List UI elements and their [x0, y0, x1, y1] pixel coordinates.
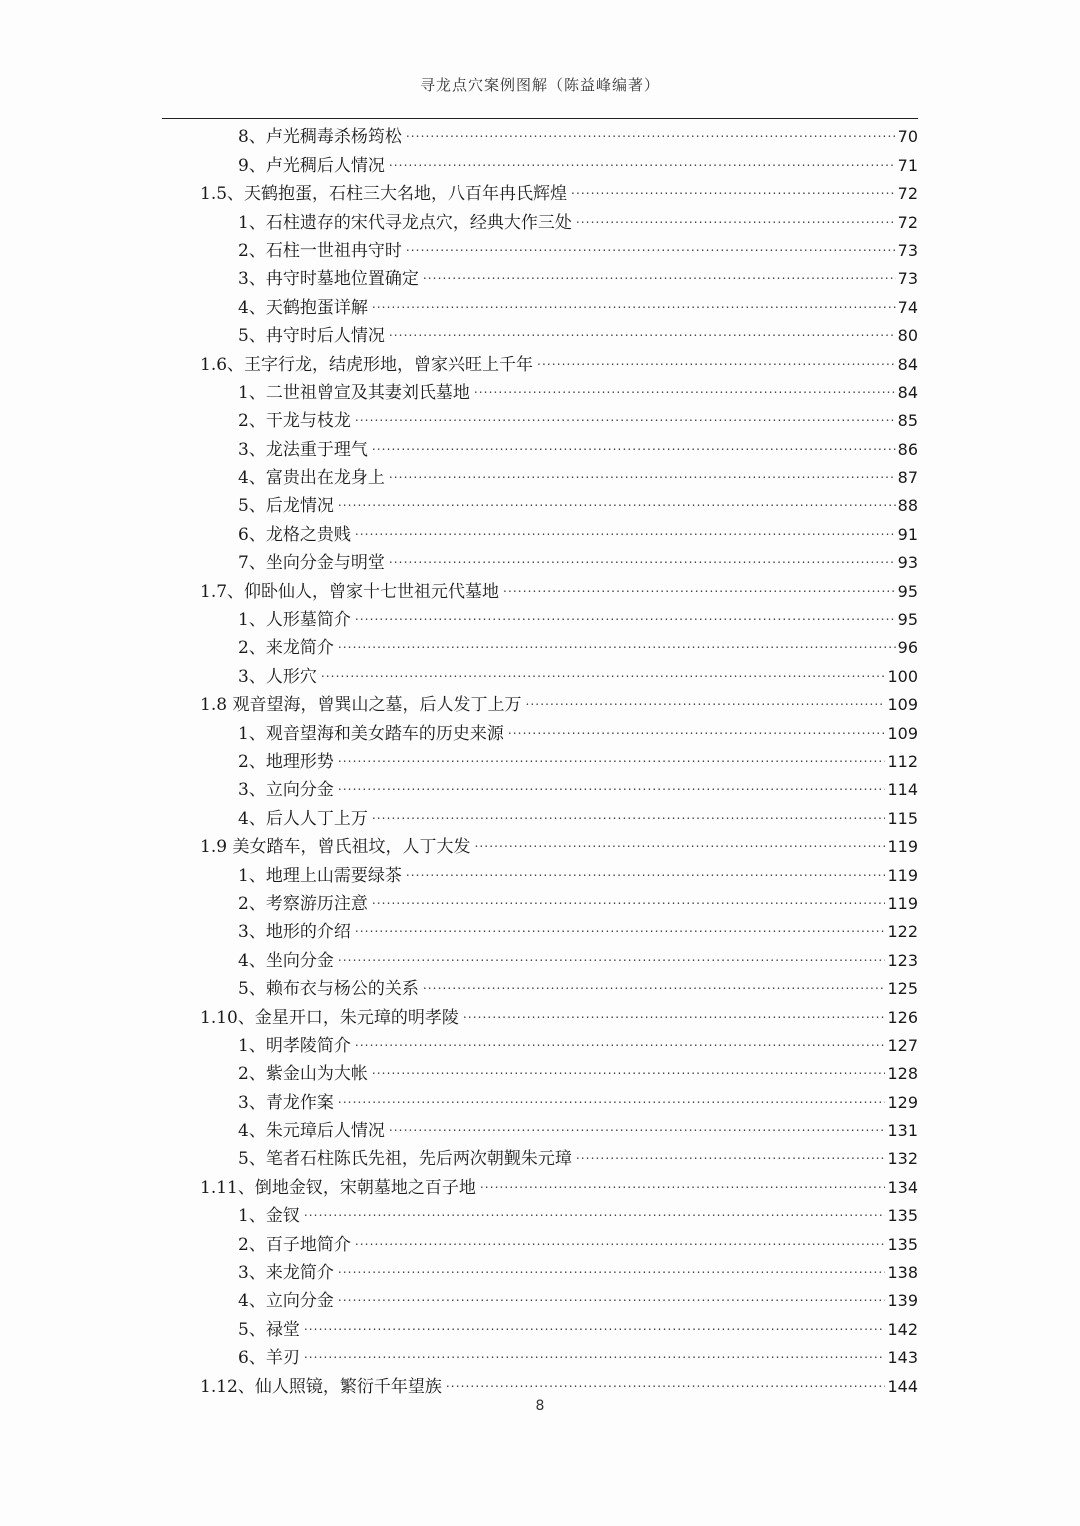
toc-section-entry[interactable] [200, 1000, 918, 1028]
toc-subsection-entry[interactable] [200, 1057, 918, 1085]
toc-dot-leader [389, 153, 896, 175]
toc-entry-label: 3、地形的介绍 [238, 922, 351, 943]
toc-entry-page-number: 123 [887, 950, 918, 970]
toc-dot-leader [474, 380, 896, 402]
toc-dot-leader [372, 1061, 886, 1083]
toc-dot-leader [503, 579, 896, 601]
toc-dot-leader [372, 891, 886, 913]
toc-entry-label: 1.7、仰卧仙人，曾家十七世祖元代墓地 [200, 581, 500, 602]
toc-entry-label: 1、地理上山需要绿茶 [238, 865, 402, 886]
toc-dot-leader [338, 948, 886, 970]
toc-subsection-entry[interactable] [200, 773, 918, 801]
toc-subsection-entry[interactable] [200, 262, 918, 290]
toc-dot-leader [576, 210, 896, 232]
toc-dot-leader [355, 919, 886, 941]
toc-dot-leader [406, 238, 896, 260]
toc-entry-page-number: 144 [887, 1376, 918, 1396]
toc-entry-label: 2、干龙与枝龙 [238, 411, 351, 432]
toc-entry-label: 4、天鹤抱蛋详解 [238, 297, 368, 318]
toc-dot-leader [338, 1260, 886, 1282]
toc-dot-leader [406, 863, 886, 885]
toc-subsection-entry[interactable] [200, 603, 918, 631]
toc-subsection-entry[interactable] [200, 404, 918, 432]
toc-subsection-entry[interactable] [200, 1256, 918, 1284]
toc-dot-leader [338, 777, 886, 799]
toc-dot-leader [355, 1232, 886, 1254]
toc-entry-label: 1.9 美女踏车，曾氏祖坟，人丁大发 [200, 837, 471, 858]
toc-subsection-entry[interactable] [200, 1312, 918, 1340]
toc-entry-page-number: 132 [887, 1149, 918, 1169]
toc-entry-page-number: 119 [887, 865, 918, 885]
toc-entry-label: 1.8 观音望海，曾巽山之墓，后人发丁上万 [200, 695, 522, 716]
toc-subsection-entry[interactable] [200, 1114, 918, 1142]
toc-entry-page-number: 127 [887, 1035, 918, 1055]
toc-subsection-entry[interactable] [200, 1227, 918, 1255]
toc-entry-page-number: 139 [887, 1291, 918, 1311]
toc-dot-leader [463, 1005, 886, 1027]
toc-dot-leader [474, 834, 885, 856]
page-number: 8 [535, 1398, 545, 1414]
toc-subsection-entry[interactable] [200, 801, 918, 829]
toc-entry-label: 6、羊刃 [238, 1348, 300, 1369]
toc-entry-page-number: 72 [897, 212, 918, 232]
toc-dot-leader [355, 408, 896, 430]
toc-dot-leader [372, 437, 896, 459]
toc-entry-label: 2、紫金山为大帐 [238, 1064, 368, 1085]
toc-subsection-entry[interactable] [200, 432, 918, 460]
toc-dot-leader [480, 1175, 886, 1197]
toc-dot-leader [304, 1345, 886, 1367]
toc-dot-leader [389, 550, 896, 572]
toc-entry-page-number: 143 [887, 1348, 918, 1368]
toc-entry-label: 5、笔者石柱陈氏先祖，先后两次朝觐朱元璋 [238, 1149, 572, 1170]
toc-entry-page-number: 95 [897, 581, 918, 601]
toc-entry-label: 2、来龙简介 [238, 638, 334, 659]
toc-subsection-entry[interactable] [200, 376, 918, 404]
toc-subsection-entry[interactable] [200, 858, 918, 886]
toc-dot-leader [304, 1317, 886, 1339]
toc-entry-label: 4、立向分金 [238, 1291, 334, 1312]
toc-subsection-entry[interactable] [200, 319, 918, 347]
toc-entry-label: 1.10、金星开口，朱元璋的明孝陵 [200, 1007, 459, 1028]
toc-dot-leader [389, 465, 896, 487]
toc-entry-page-number: 87 [897, 468, 918, 488]
toc-entry-page-number: 135 [887, 1206, 918, 1226]
toc-entry-label: 3、立向分金 [238, 780, 334, 801]
toc-entry-label: 3、人形穴 [238, 666, 317, 687]
toc-entry-label: 1、金钗 [238, 1206, 300, 1227]
toc-dot-leader [576, 1146, 886, 1168]
toc-entry-label: 4、后人人丁上万 [238, 808, 368, 829]
toc-subsection-entry[interactable] [200, 1341, 918, 1369]
toc-dot-leader [304, 1203, 886, 1225]
toc-dot-leader [355, 607, 896, 629]
toc-entry-page-number: 122 [887, 922, 918, 942]
toc-entry-label: 4、富贵出在龙身上 [238, 468, 385, 489]
toc-entry-label: 2、考察游历注意 [238, 893, 368, 914]
toc-dot-leader [338, 635, 896, 657]
toc-entry-page-number: 73 [897, 240, 918, 260]
toc-dot-leader [525, 692, 885, 714]
toc-section-entry[interactable] [200, 688, 918, 716]
toc-subsection-entry[interactable] [200, 1284, 918, 1312]
toc-subsection-entry[interactable] [200, 546, 918, 574]
toc-entry-label: 2、地理形势 [238, 751, 334, 772]
toc-entry-page-number: 128 [887, 1064, 918, 1084]
toc-entry-page-number: 138 [887, 1263, 918, 1283]
toc-entry-label: 4、坐向分金 [238, 950, 334, 971]
toc-dot-leader [372, 295, 896, 317]
toc-entry-label: 5、冉守时后人情况 [238, 326, 385, 347]
toc-entry-label: 3、青龙作案 [238, 1092, 334, 1113]
toc-subsection-entry[interactable] [200, 1142, 918, 1170]
toc-dot-leader [423, 976, 886, 998]
toc-entry-page-number: 109 [887, 723, 918, 743]
toc-subsection-entry[interactable] [200, 716, 918, 744]
toc-entry-page-number: 72 [897, 184, 918, 204]
toc-entry-page-number: 70 [897, 127, 918, 147]
toc-entry-page-number: 80 [897, 326, 918, 346]
toc-section-entry[interactable] [200, 574, 918, 602]
toc-entry-label: 4、朱元璋后人情况 [238, 1121, 385, 1142]
table-of-contents [200, 120, 918, 1398]
toc-subsection-entry[interactable] [200, 915, 918, 943]
toc-subsection-entry[interactable] [200, 1199, 918, 1227]
toc-entry-page-number: 115 [887, 808, 918, 828]
toc-entry-label: 2、石柱一世祖冉守时 [238, 240, 402, 261]
toc-entry-page-number: 131 [887, 1121, 918, 1141]
toc-subsection-entry[interactable] [200, 943, 918, 971]
toc-entry-page-number: 96 [897, 638, 918, 658]
toc-entry-page-number: 134 [887, 1177, 918, 1197]
toc-subsection-entry[interactable] [200, 1085, 918, 1113]
toc-section-entry[interactable] [200, 1369, 918, 1397]
toc-entry-label: 2、百子地简介 [238, 1234, 351, 1255]
toc-dot-leader [508, 721, 886, 743]
toc-subsection-entry[interactable] [200, 517, 918, 545]
toc-dot-leader [338, 493, 896, 515]
toc-entry-page-number: 88 [897, 496, 918, 516]
toc-entry-label: 3、冉守时墓地位置确定 [238, 269, 419, 290]
toc-entry-page-number: 126 [887, 1007, 918, 1027]
toc-section-entry[interactable] [200, 347, 918, 375]
toc-entry-label: 1.5、天鹤抱蛋，石柱三大名地，八百年冉氏辉煌 [200, 184, 568, 205]
toc-dot-leader [389, 1118, 886, 1140]
toc-entry-label: 9、卢光稠后人情况 [238, 155, 385, 176]
toc-dot-leader [372, 806, 886, 828]
toc-entry-page-number: 100 [887, 666, 918, 686]
toc-subsection-entry[interactable] [200, 234, 918, 262]
toc-entry-page-number: 91 [897, 524, 918, 544]
toc-subsection-entry[interactable] [200, 290, 918, 318]
toc-dot-leader [338, 749, 886, 771]
toc-entry-label: 1、观音望海和美女踏车的历史来源 [238, 723, 504, 744]
toc-entry-label: 1.12、仙人照镜，繁衍千年望族 [200, 1376, 442, 1397]
toc-dot-leader [355, 1033, 886, 1055]
toc-entry-page-number: 85 [897, 411, 918, 431]
toc-dot-leader [406, 124, 896, 146]
toc-entry-label: 1、石柱遗存的宋代寻龙点穴，经典大作三处 [238, 212, 572, 233]
toc-entry-page-number: 112 [887, 751, 918, 771]
toc-subsection-entry[interactable] [200, 631, 918, 659]
toc-section-entry[interactable] [200, 177, 918, 205]
toc-entry-label: 3、来龙简介 [238, 1263, 334, 1284]
toc-section-entry[interactable] [200, 1170, 918, 1198]
toc-subsection-entry[interactable] [200, 461, 918, 489]
toc-entry-page-number: 71 [897, 155, 918, 175]
toc-dot-leader [571, 181, 896, 203]
toc-subsection-entry[interactable] [200, 972, 918, 1000]
toc-entry-page-number: 73 [897, 269, 918, 289]
toc-section-entry[interactable] [200, 830, 918, 858]
toc-entry-page-number: 86 [897, 439, 918, 459]
toc-entry-page-number: 84 [897, 354, 918, 374]
toc-entry-label: 5、赖布衣与杨公的关系 [238, 979, 419, 1000]
header-divider [162, 118, 918, 119]
toc-entry-page-number: 95 [897, 610, 918, 630]
toc-entry-label: 7、坐向分金与明堂 [238, 553, 385, 574]
toc-subsection-entry[interactable] [200, 205, 918, 233]
toc-subsection-entry[interactable] [200, 659, 918, 687]
toc-entry-label: 8、卢光稠毒杀杨筠松 [238, 127, 402, 148]
toc-entry-page-number: 74 [897, 297, 918, 317]
toc-entry-page-number: 119 [887, 837, 918, 857]
toc-dot-leader [389, 323, 896, 345]
toc-entry-page-number: 84 [897, 382, 918, 402]
toc-entry-page-number: 129 [887, 1092, 918, 1112]
toc-entry-label: 1、明孝陵简介 [238, 1035, 351, 1056]
toc-entry-label: 5、禄堂 [238, 1319, 300, 1340]
toc-entry-label: 1、人形墓简介 [238, 610, 351, 631]
toc-entry-page-number: 135 [887, 1234, 918, 1254]
toc-entry-page-number: 114 [887, 780, 918, 800]
toc-subsection-entry[interactable] [200, 489, 918, 517]
toc-dot-leader [338, 1090, 886, 1112]
toc-entry-page-number: 142 [887, 1319, 918, 1339]
toc-subsection-entry[interactable] [200, 120, 918, 148]
toc-dot-leader [338, 1288, 886, 1310]
toc-dot-leader [537, 352, 896, 374]
running-header-title: 寻龙点穴案例图解（陈益峰编著） [419, 76, 660, 94]
toc-subsection-entry[interactable] [200, 1029, 918, 1057]
toc-entry-label: 3、龙法重于理气 [238, 439, 368, 460]
toc-entry-page-number: 109 [887, 695, 918, 715]
toc-subsection-entry[interactable] [200, 745, 918, 773]
toc-dot-leader [423, 266, 896, 288]
toc-entry-label: 5、后龙情况 [238, 496, 334, 517]
toc-dot-leader [446, 1374, 886, 1396]
toc-subsection-entry[interactable] [200, 148, 918, 176]
toc-entry-page-number: 119 [887, 893, 918, 913]
toc-subsection-entry[interactable] [200, 887, 918, 915]
toc-entry-label: 1、二世祖曾宣及其妻刘氏墓地 [238, 382, 470, 403]
toc-entry-label: 1.11、倒地金钗，宋朝墓地之百子地 [200, 1177, 476, 1198]
toc-entry-label: 1.6、王字行龙，结虎形地，曾家兴旺上千年 [200, 354, 534, 375]
toc-entry-page-number: 125 [887, 979, 918, 999]
toc-entry-page-number: 93 [897, 553, 918, 573]
toc-entry-label: 6、龙格之贵贱 [238, 524, 351, 545]
toc-dot-leader [355, 522, 896, 544]
toc-dot-leader [321, 664, 886, 686]
